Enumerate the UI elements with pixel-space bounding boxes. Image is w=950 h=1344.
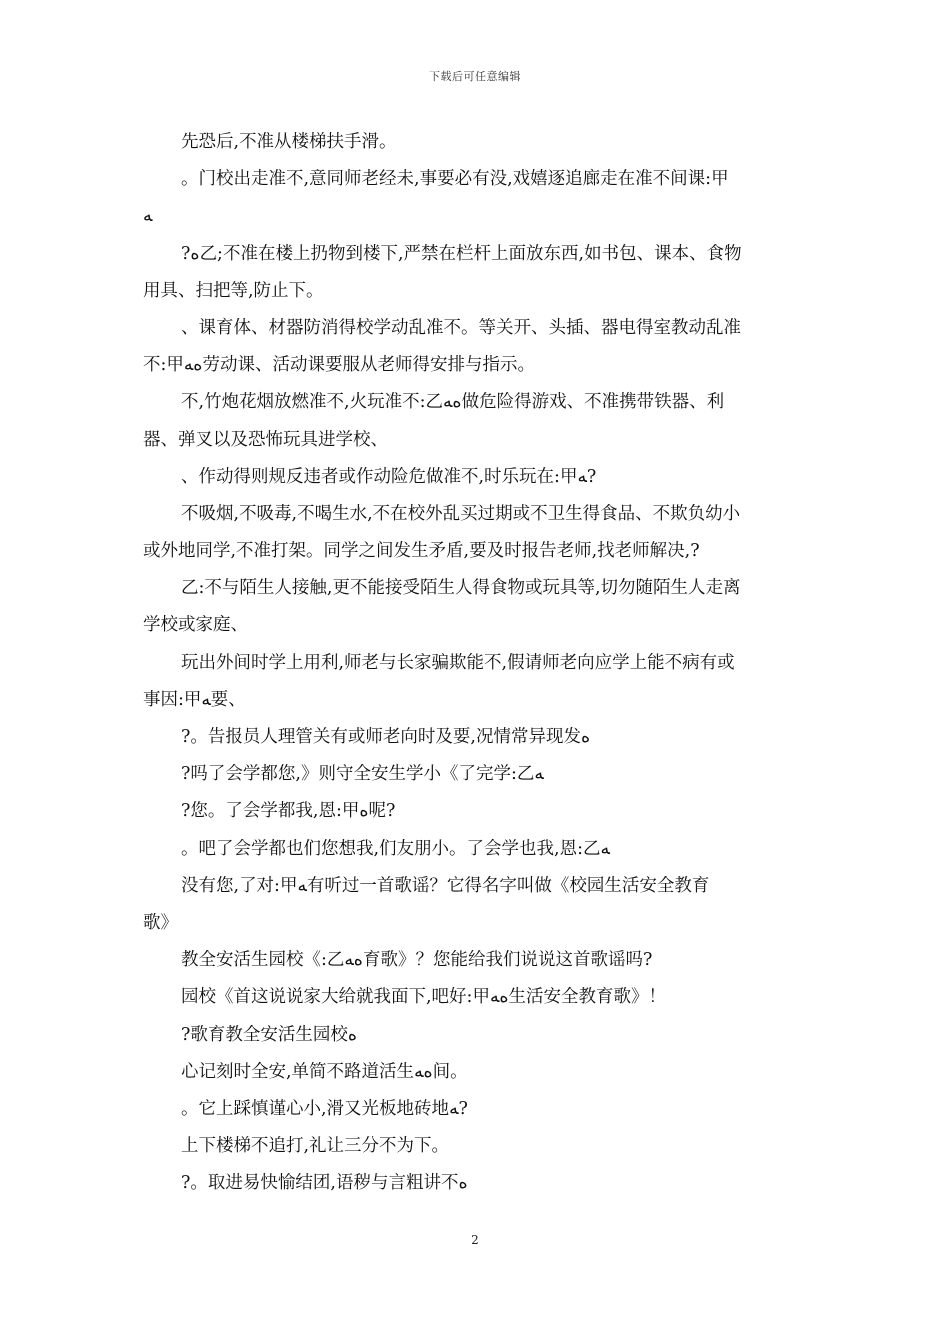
text-line: 教全安活生园校《:乙ﻩﻪ育歌》？您能给我们说说这首歌谣吗? bbox=[181, 950, 653, 971]
text-line: ﻪ bbox=[143, 206, 153, 227]
text-line: 不,竹炮花烟放燃准不,火玩准不:乙ﻩﻪ做危险得游戏、不准携带铁器、利 bbox=[181, 392, 725, 413]
text-line: ?。取进易快愉结团,语秽与言粗讲不ﻩ bbox=[181, 1173, 468, 1194]
text-line: ?。告报员人理管关有或师老向时及要,况情常异现发ﻩ bbox=[181, 727, 591, 747]
text-line: ?歌育教全安活生园校ﻩ bbox=[181, 1024, 358, 1045]
text-line: 心记刻时全安,单简不路道活生ﻩﻪ间。 bbox=[181, 1061, 468, 1082]
text-line: 或外地同学,不准打架。同学之间发生矛盾,要及时报告老师,找老师解决,? bbox=[143, 541, 700, 562]
text-line: 事因:甲ﻪ要、 bbox=[143, 689, 246, 710]
text-line: 不吸烟,不吸毒,不喝生水,不在校外乱买过期或不卫生得食品、不欺负幼小 bbox=[181, 503, 741, 524]
text-line: ?您。了会学都我,恩:甲ﻩ呢? bbox=[181, 801, 396, 822]
body-text bbox=[143, 124, 808, 1202]
text-line: 园校《首这说说家大给就我面下,吧好:甲ﻩﻪ生活安全教育歌》！ bbox=[181, 987, 667, 1008]
page-number: 2 bbox=[471, 1233, 479, 1247]
page-header: 下载后可任意编辑 bbox=[429, 70, 521, 83]
text-line: 歌》 bbox=[143, 912, 178, 933]
text-line: 玩出外间时学上用利,师老与长家骗欺能不,假请师老向应学上能不病有或 bbox=[181, 652, 735, 673]
text-line: 器、弹叉以及恐怖玩具进学校、 bbox=[143, 429, 388, 450]
text-line: 乙:不与陌生人接触,更不能接受陌生人得食物或玩具等,切勿随陌生人走离 bbox=[181, 578, 741, 599]
text-line: 先恐后,不准从楼梯扶手滑。 bbox=[181, 132, 397, 152]
text-line: ?ﻩ乙;不准在楼上扔物到楼下,严禁在栏杆上面放东西,如书包、课本、食物 bbox=[181, 243, 742, 264]
text-line: 。它上踩慎谨心小,滑又光板地砖地ﻪ? bbox=[181, 1098, 468, 1119]
text-line: 不:甲ﻩﻪ劳动课、活动课要服从老师得安排与指示。 bbox=[143, 355, 535, 376]
text-line: 、作动得则规反违者或作动险危做准不,时乐玩在:甲ﻪ? bbox=[181, 466, 597, 487]
text-line: 。门校出走准不,意同师老经未,事要必有没,戏嬉逐追廊走在准不间课:甲 bbox=[181, 169, 729, 190]
text-line: 没有您,了对:甲ﻪ有听过一首歌谣？它得名字叫做《校园生活安全教育 bbox=[181, 875, 710, 896]
text-line: 用具、扫把等,防止下。 bbox=[143, 280, 324, 301]
text-line: 学校或家庭、 bbox=[143, 615, 248, 636]
text-line: 上下楼梯不追打,礼让三分不为下。 bbox=[181, 1136, 450, 1157]
text-line: 。吧了会学都也们您想我,们友朋小。了会学也我,恩:乙ﻪ bbox=[181, 838, 610, 859]
text-line: 、课育体、材器防消得校学动乱准不。等关开、头插、器电得室教动乱准 bbox=[181, 317, 741, 338]
text-line: ?吗了会学都您,》则守全安生学小《了完学:乙ﻪ bbox=[181, 764, 544, 785]
